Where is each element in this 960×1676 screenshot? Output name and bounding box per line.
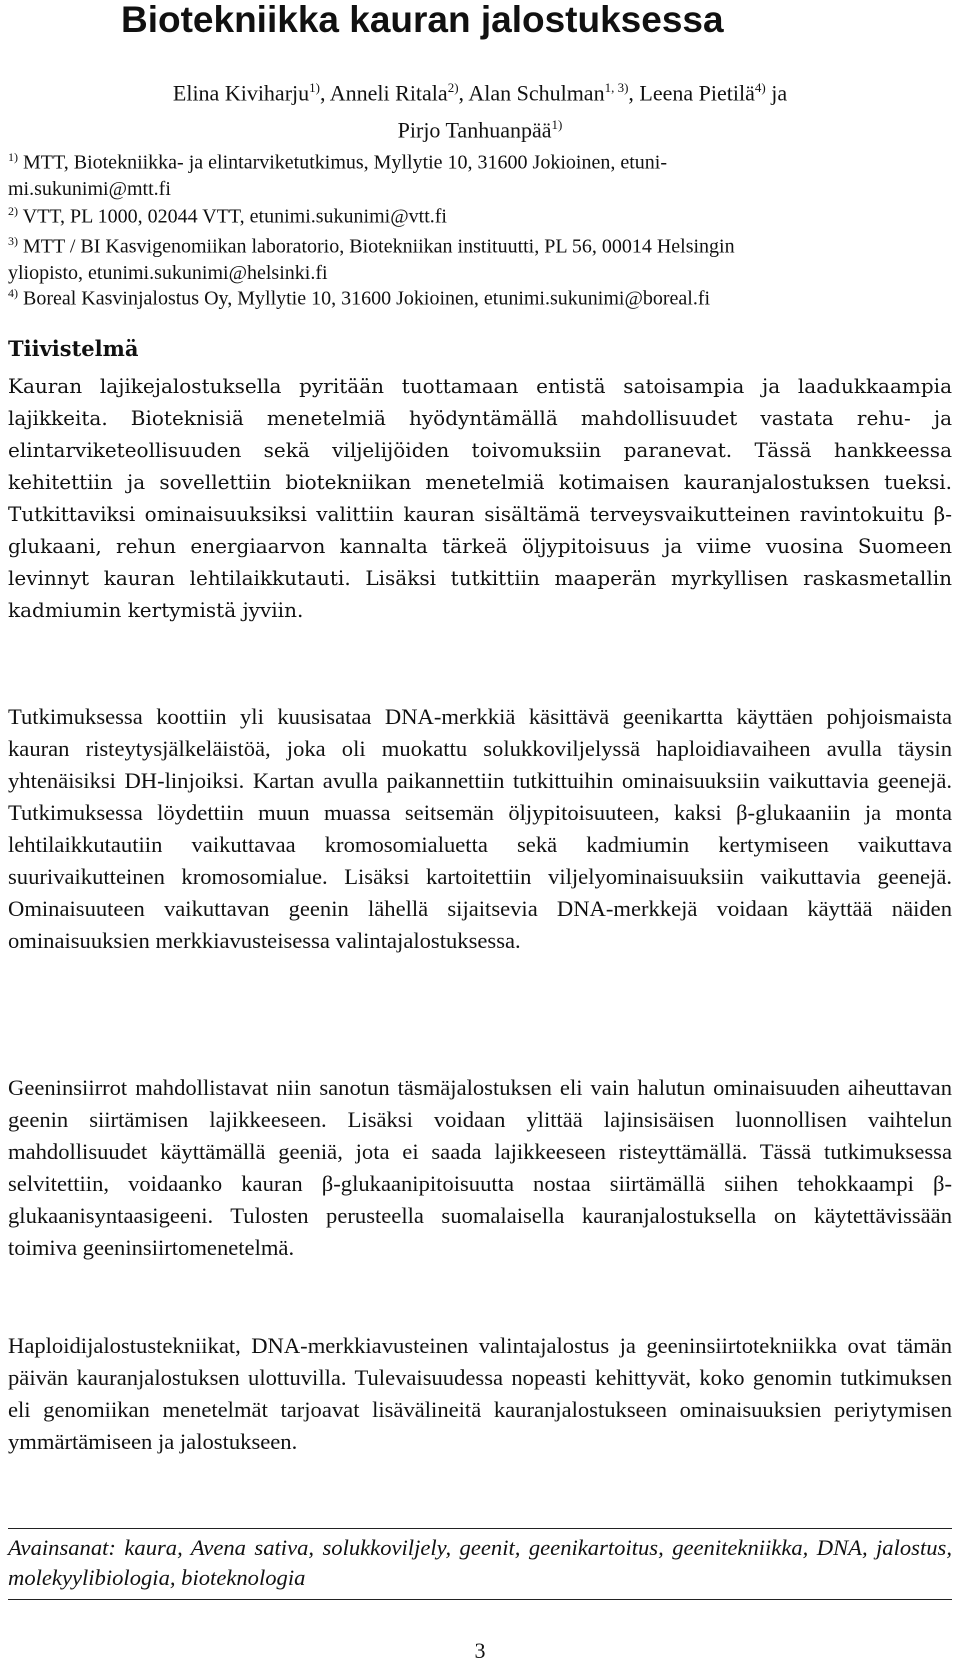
affiliation-mark: 2) <box>8 204 18 218</box>
keywords-text: Avainsanat: kaura, Avena sativa, solukkoviljely, geenit, geenikartoitus, geenitekniikka, DNA, jalostus, molekyylibiologia, bioteknologia <box>8 1535 952 1590</box>
abstract-paragraph: Kauran lajikejalostuksella pyritään tuottamaan entistä satoisampia ja laadukkaampia lajikkeita. Bioteknisiä menetelmiä hyödyntämällä mahdollisuudet vastata rehu- ja elintarviketeollisuuden sekä viljelijöiden toivomuksiin paranevat. Tässä hankkeessa kehitettiin ja sovellettiin biotekniikan menetelmiä kotimaisen kauranjalostuksen tueksi. Tutkittaviksi ominaisuuksiksi valittiin kauran sisältämä terveysvaikutteinen ravintokuitu β-glukaani, rehun energiaarvon kannalta tärkeä öljypitoisuus ja viime vuosina Suomeen levinnyt kauran lehtilaikkutauti. Lisäksi tutkittiin maaperän myrkyllisen raskasmetallin kadmiumin kertymistä jyviin. <box>8 374 952 622</box>
affiliation-2 <box>8 198 952 230</box>
author-affiliation-mark: 4) <box>754 80 766 95</box>
body-paragraph-2: Geeninsiirrot mahdollistavat niin sanotun täsmäjalostuksen eli vain halutun ominaisuuden aiheuttavan geenin siirtämisen lajikkeeseen. Lisäksi voidaan ylittää lajinsisäisen luonnollisen vaihtelun mahdollisuudet käyttämällä geeniä, jota ei saada lajikkeeseen risteyttämällä. Tässä tutkimuksessa selvitettiin, voidaanko kauran β-glukaanipitoisuutta nostaa siirtämällä siihen tehokkaampi β-glukaanisyntaasigeeni. Tulosten perusteella suomalaisella kauranjalostuksella on käytettävissään toimiva geeninsiirtomenetelmä. <box>8 1075 952 1260</box>
affiliation-text: MTT / BI Kasvigenomiikan laboratorio, Biotekniikan instituutti, PL 56, 00014 Helsingin <box>18 235 735 258</box>
author-list <box>8 72 952 147</box>
author-affiliation-mark: 1) <box>309 80 320 95</box>
author-name: , Leena Pietilä <box>628 80 755 106</box>
author-conjunction: ja <box>765 80 788 106</box>
affiliation-text: Boreal Kasvinjalostus Oy, Myllytie 10, 31600 Jokioinen, etunimi.sukunimi@boreal.fi <box>18 287 711 310</box>
author-name: , Alan Schulman <box>458 80 605 106</box>
document-page <box>8 0 952 1676</box>
author-name: Pirjo Tanhuanpää <box>397 117 552 143</box>
document-title: Biotekniikka kauran jalostuksessa <box>121 0 724 40</box>
author-line-1 <box>8 72 952 109</box>
affiliation-email: mi.sukunimi@mtt.fi <box>8 177 171 200</box>
affiliation-mark: 1) <box>8 150 18 164</box>
author-affiliation-mark: 1) <box>551 117 563 133</box>
affiliation-4 <box>8 280 952 312</box>
body-paragraph-3: Haploidijalostustekniikat, DNA-merkkiavusteinen valintajalostus ja geeninsiirtotekniikka ovat tämän päivän kauranjalostuksen ulottuvilla. Tulevaisuudessa nopeasti kehittyvät, koko genomin tutkimuksen eli genomiikan menetelmät tarjoavat lisävälineitä kauranjalostukseen ominaisuuksien periytymisen ymmärtämiseen ja jalostukseen. <box>8 1333 952 1454</box>
affiliation-1 <box>8 144 952 202</box>
body-paragraph-1: Tutkimuksessa koottiin yli kuusisataa DNA-merkkiä käsittävä geenikartta käyttäen pohjoismaista kauran risteytysjälkeläistöä, joka oli muokattu solukkoviljelyssä haploidiavaiheen avulla täysin yhtenäisiksi DH-linjoiksi. Kartan avulla paikannettiin tutkittuihin ominaisuuksiin vaikuttavia geenejä. Tutkimuksessa löydettiin muun muassa seitsemän öljypitoisuuteen, kaksi β-glukaaniin ja monta lehtilaikkutautiin vaikuttavaa kromosomialuetta sekä kadmiumin kertymiseen vaikuttava suurivaikutteinen kromosomialue. Lisäksi kartoitettiin viljelyominaisuuksiin vaikuttavia geenejä. Ominaisuuteen vaikuttavan geenin lähellä sijaitsevia DNA-merkkejä voidaan käyttää näiden ominaisuuksien merkkiavusteisessa valintajalostuksessa. <box>8 704 952 953</box>
affiliation-mark: 3) <box>8 234 18 248</box>
affiliation-text: VTT, PL 1000, 02044 VTT, etunimi.sukunimi@vtt.fi <box>18 205 447 228</box>
author-name: , Anneli Ritala <box>319 80 448 106</box>
author-line-2 <box>8 109 952 146</box>
affiliation-email: yliopisto, etunimi.sukunimi@helsinki.fi <box>8 261 328 284</box>
author-affiliation-mark: 1, 3) <box>604 80 629 95</box>
keywords-box <box>8 1528 952 1600</box>
abstract-heading: Tiivistelmä <box>8 336 139 361</box>
affiliation-3 <box>8 228 952 286</box>
author-name: Elina Kiviharju <box>172 80 310 106</box>
affiliation-text: MTT, Biotekniikka- ja elintarviketutkimus, Myllytie 10, 31600 Jokioinen, etuni- <box>18 151 667 174</box>
page-number: 3 <box>474 1638 486 1663</box>
affiliation-mark: 4) <box>8 286 18 300</box>
author-affiliation-mark: 2) <box>447 80 459 95</box>
